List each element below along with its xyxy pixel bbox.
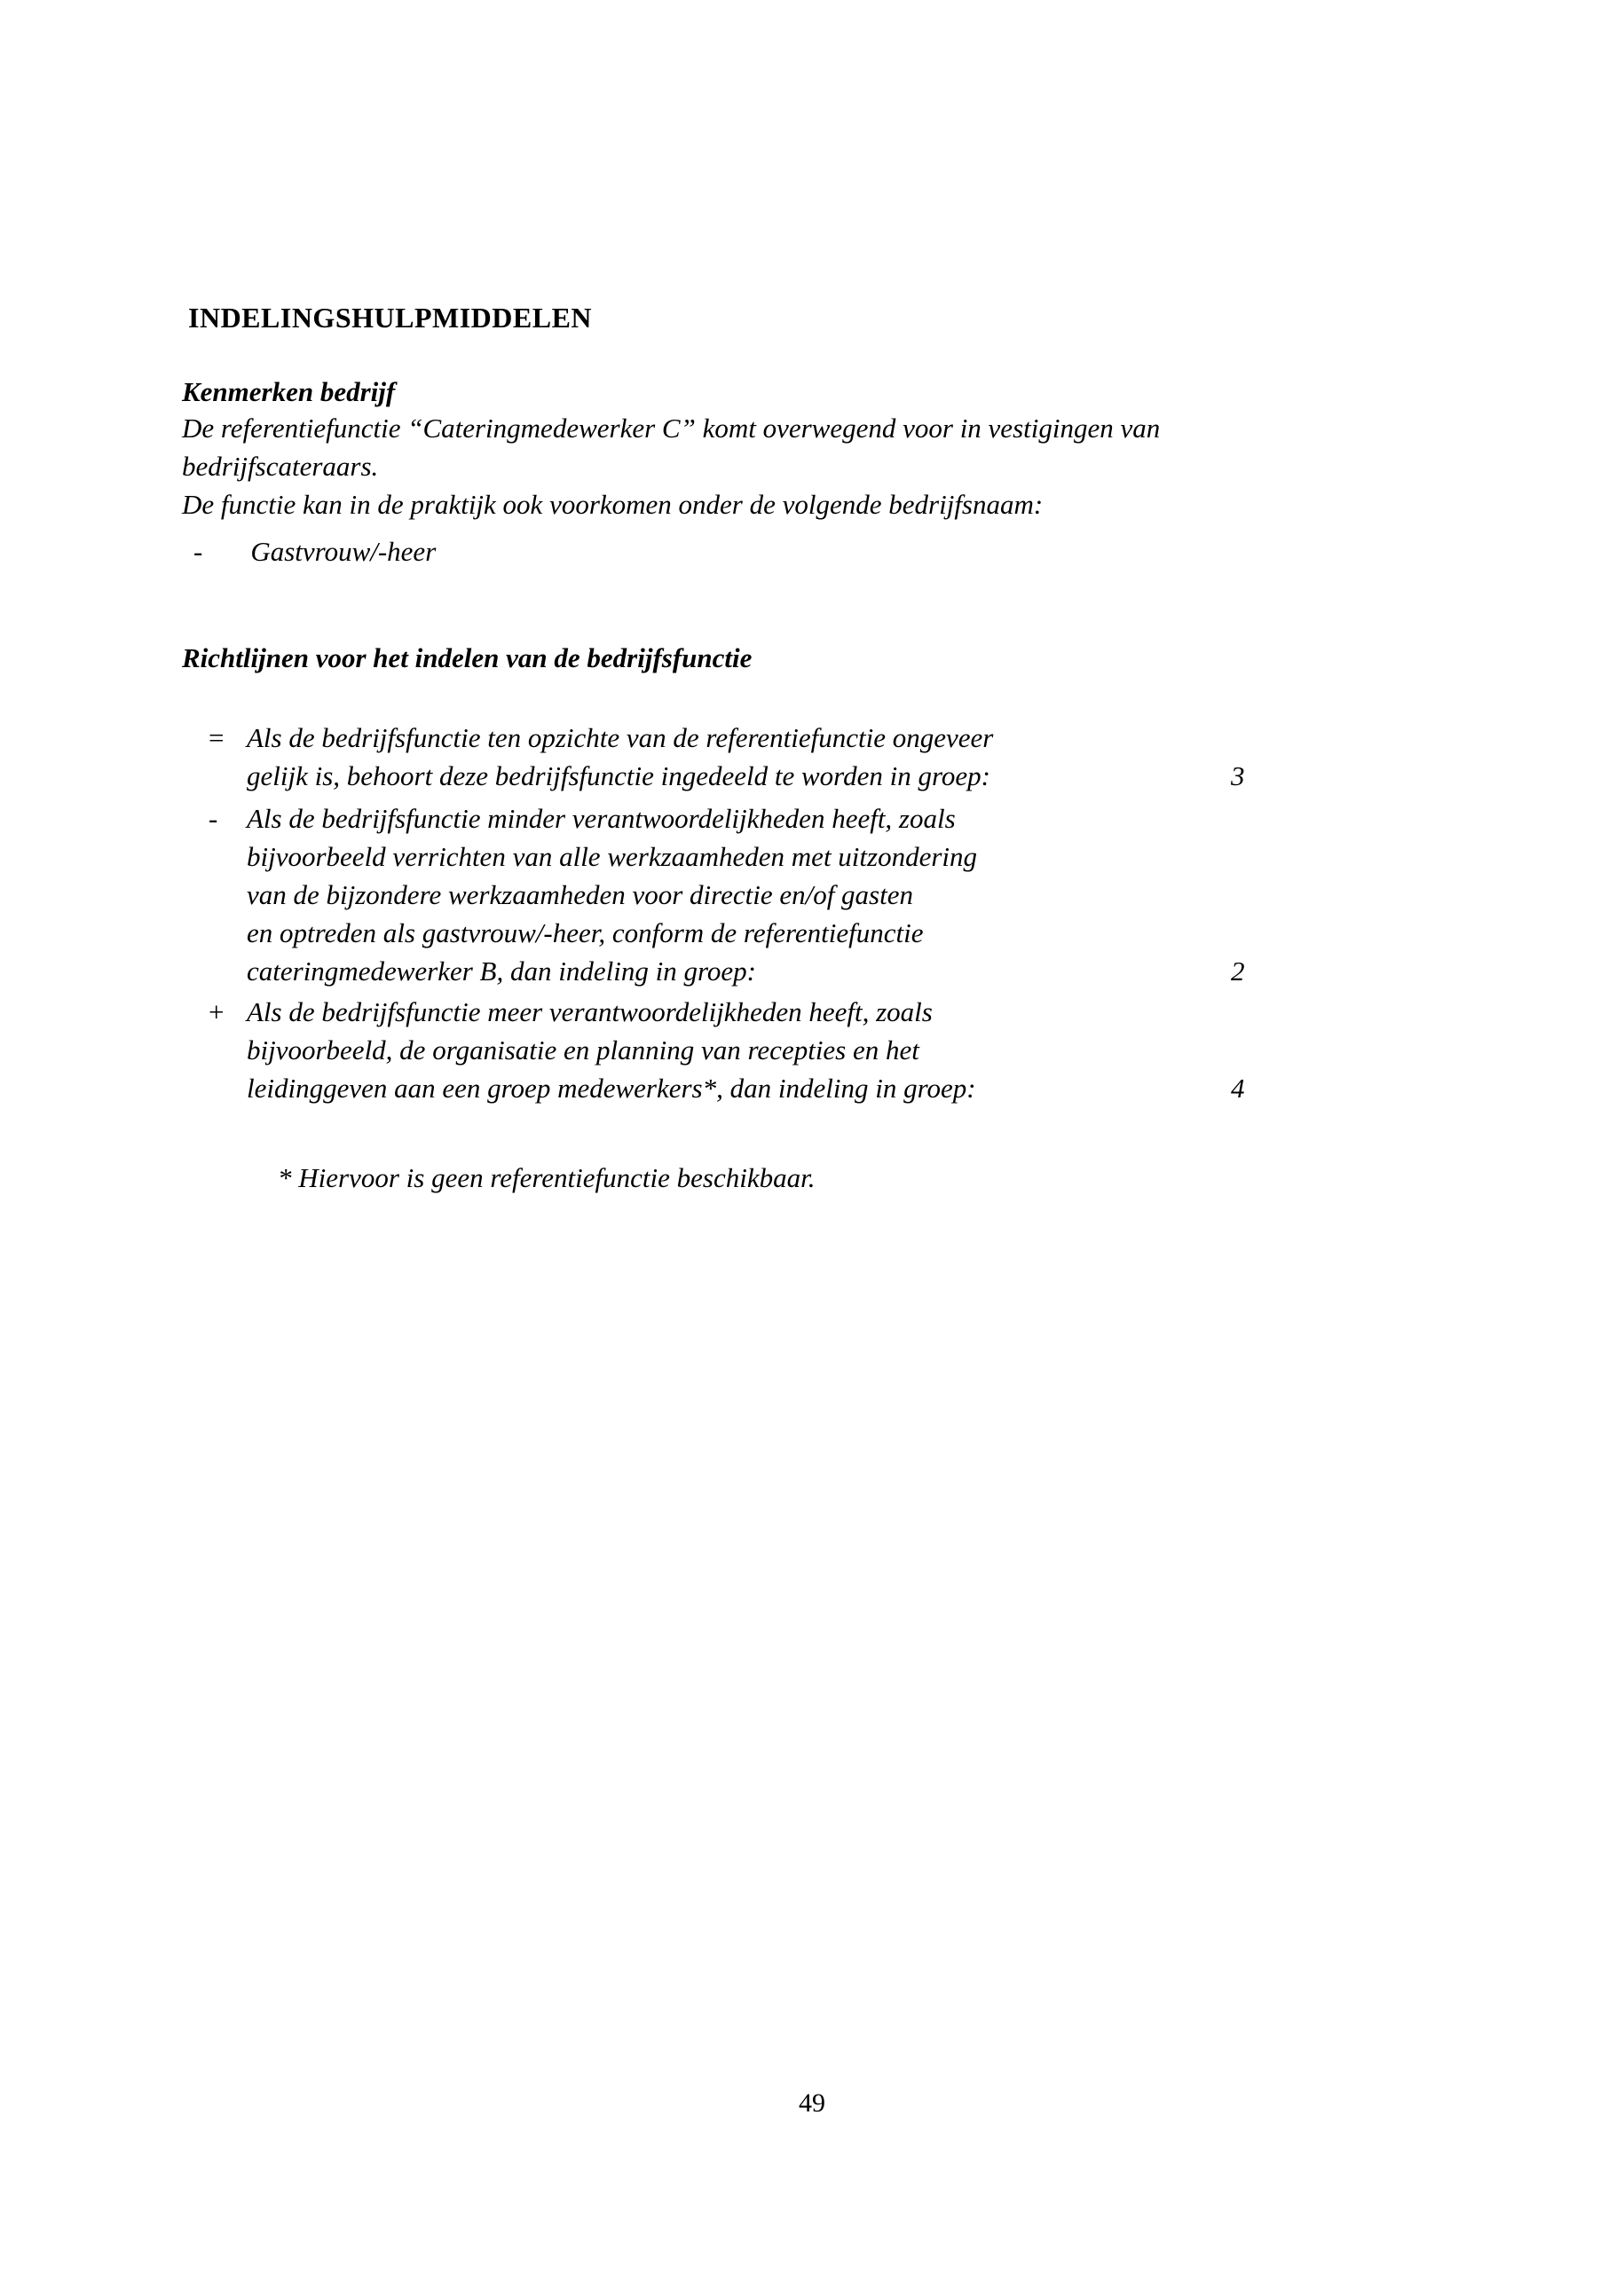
guideline-line: Als de bedrijfsfunctie ten opzichte van de referentiefunctie ongeveer: [247, 722, 994, 753]
company-name-label: Gastvrouw/-heer: [250, 536, 437, 567]
dash-bullet: -: [193, 536, 203, 567]
paragraph-line: De referentiefunctie “Cateringmedewerker C” komt overwegend voor in vestigingen van: [182, 413, 1161, 444]
paragraph-line: bedrijfscateraars.: [182, 451, 379, 482]
page-number: 49: [799, 2088, 825, 2118]
guideline-text: [247, 799, 1327, 990]
guideline-line: Als de bedrijfsfunctie meer verantwoordelijkheden heeft, zoals: [247, 996, 933, 1027]
page-title: INDELINGSHULPMIDDELEN: [188, 302, 593, 334]
plus-marker: +: [209, 996, 225, 1027]
guideline-line: cateringmedewerker B, dan indeling in groep:: [247, 955, 756, 987]
guideline-line: gelijk is, behoort deze bedrijfsfunctie ingedeeld te worden in groep:: [247, 760, 990, 791]
guideline-item-minus: [209, 799, 1327, 990]
guideline-line: en optreden als gastvrouw/-heer, conform de referentiefunctie: [247, 917, 924, 948]
guideline-line: Als de bedrijfsfunctie minder verantwoordelijkheden heeft, zoals: [247, 803, 956, 834]
footnote: * Hiervoor is geen referentiefunctie beschikbaar.: [278, 1162, 816, 1193]
equals-marker: =: [209, 722, 225, 753]
guideline-line: bijvoorbeeld, de organisatie en planning van recepties en het: [247, 1034, 919, 1065]
guideline-line: van de bijzondere werkzaamheden voor directie en/of gasten: [247, 879, 913, 910]
richtlijnen-heading: Richtlijnen voor het indelen van de bedrijfsfunctie: [182, 642, 753, 673]
kenmerken-paragraph: [182, 409, 1160, 523]
guideline-text: [247, 719, 1327, 795]
minus-marker: -: [209, 803, 218, 834]
paragraph-line: De functie kan in de praktijk ook voorkomen onder de volgende bedrijfsnaam:: [182, 489, 1044, 520]
group-number: 2: [1231, 955, 1245, 987]
guideline-line: leidinggeven aan een groep medewerkers*, dan indeling in groep:: [247, 1073, 976, 1104]
guideline-item-equal: [209, 719, 1327, 795]
group-number: 3: [1231, 760, 1245, 791]
guideline-line: bijvoorbeeld verrichten van alle werkzaamheden met uitzondering: [247, 841, 978, 872]
kenmerken-heading: Kenmerken bedrijf: [182, 376, 396, 407]
group-number: 4: [1231, 1073, 1245, 1104]
guideline-text: [247, 993, 1327, 1107]
guideline-item-plus: [209, 993, 1327, 1107]
company-name-item: [193, 532, 436, 570]
